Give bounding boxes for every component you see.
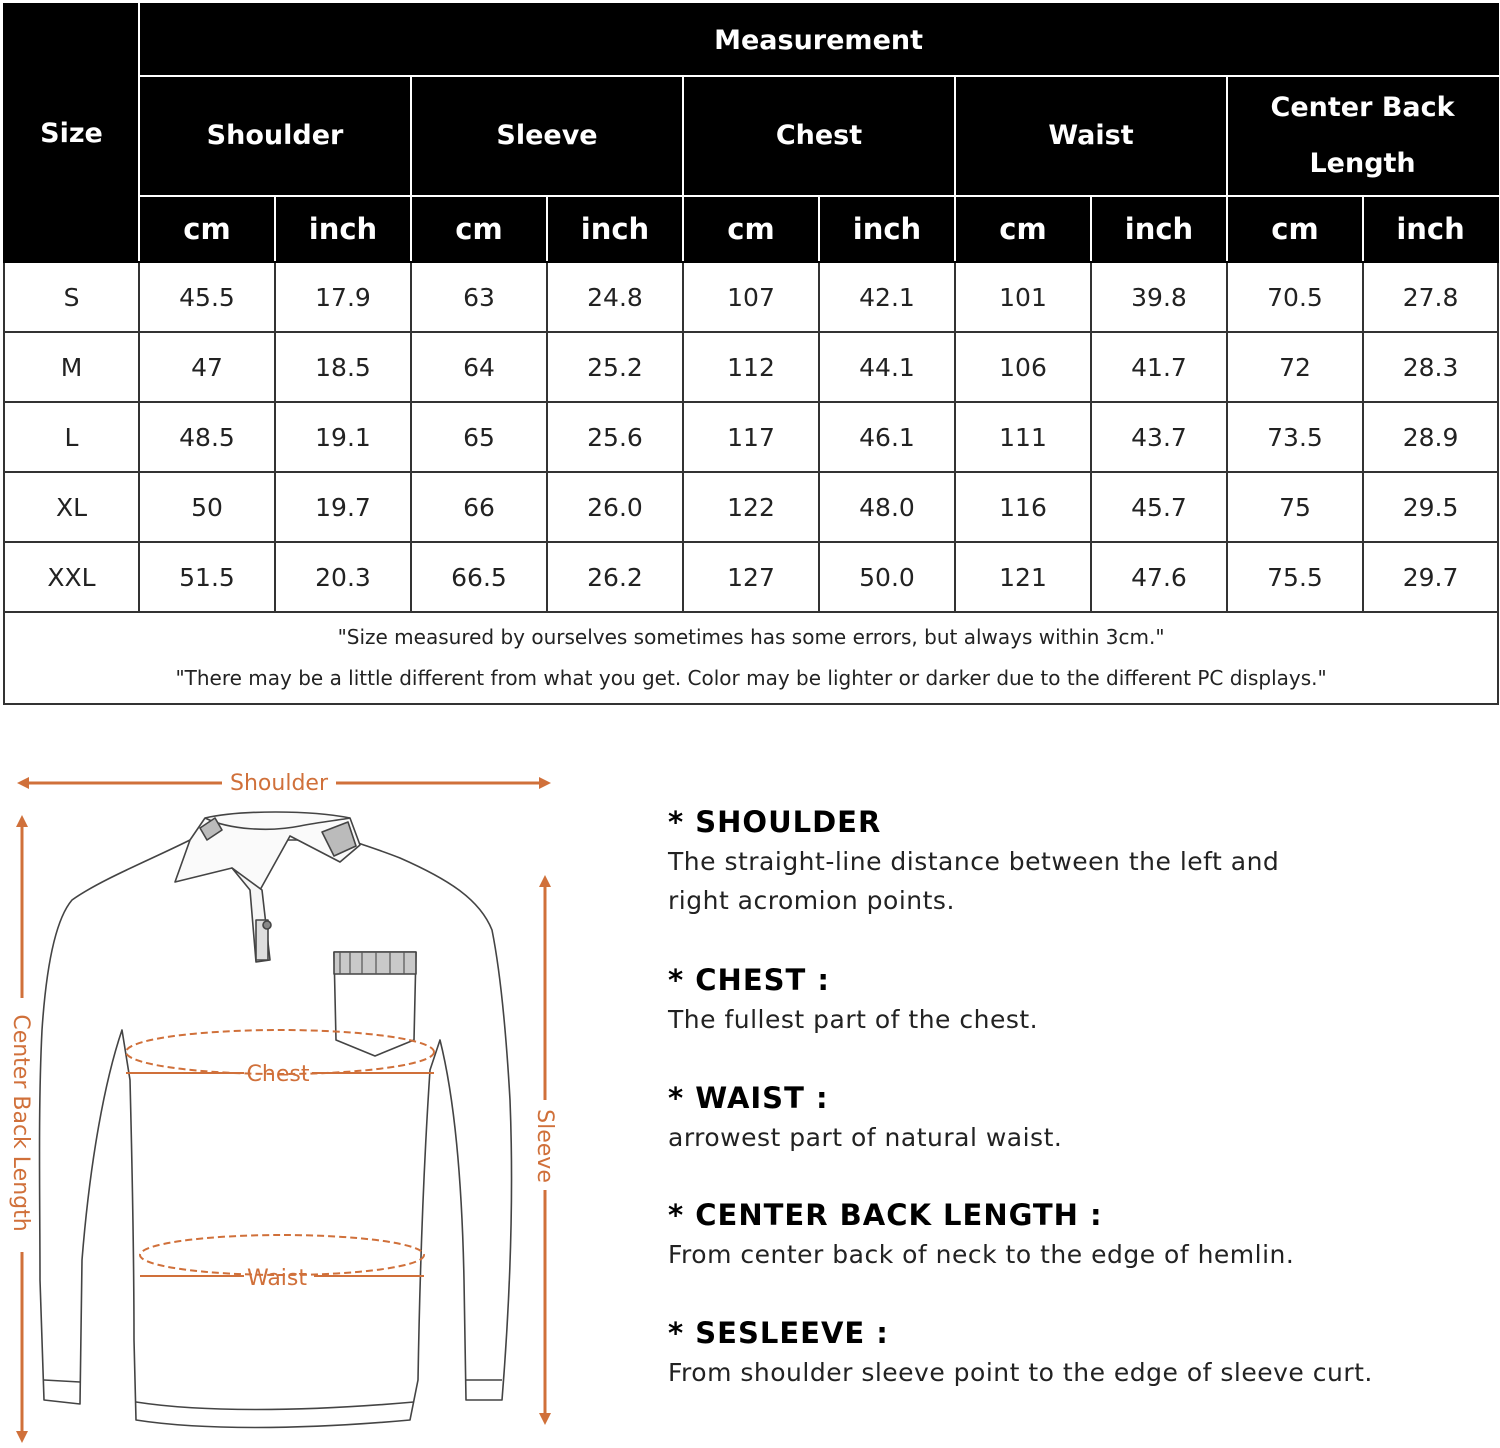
measurement-diagram (0, 740, 620, 1444)
definition-title: * WAIST : (668, 1081, 829, 1115)
unit-cm: cm (683, 196, 819, 262)
measurement-cell: 45.5 (139, 262, 275, 332)
measurement-cell: 64 (411, 332, 547, 402)
measurement-cell: 41.7 (1091, 332, 1227, 402)
measurement-cell: 26.0 (547, 472, 683, 542)
unit-inch: inch (819, 196, 955, 262)
measurement-cell: 101 (955, 262, 1091, 332)
measurement-cell: 111 (955, 402, 1091, 472)
measurement-cell: 65 (411, 402, 547, 472)
polo-shirt-icon (40, 812, 512, 1428)
size-cell: M (4, 332, 139, 402)
unit-inch: inch (275, 196, 411, 262)
definition-shoulder (668, 802, 1468, 920)
measurement-cell: 17.9 (275, 262, 411, 332)
measurement-cell: 121 (955, 542, 1091, 612)
measurement-cell: 19.7 (275, 472, 411, 542)
measurement-cell: 29.5 (1363, 472, 1498, 542)
measurement-cell: 48.5 (139, 402, 275, 472)
unit-inch: inch (1091, 196, 1227, 262)
measurement-cell: 28.9 (1363, 402, 1498, 472)
measurement-cell: 39.8 (1091, 262, 1227, 332)
size-row (4, 542, 1498, 612)
definition-title: * CHEST : (668, 963, 830, 997)
unit-inch: inch (547, 196, 683, 262)
measurement-cell: 70.5 (1227, 262, 1363, 332)
center-back-length-label: Center Back Length (8, 1014, 33, 1232)
polo-shirt-diagram (0, 740, 620, 1444)
definition-title: * SHOULDER (668, 805, 882, 839)
definition-waist (668, 1078, 1468, 1157)
measurement-cell: 122 (683, 472, 819, 542)
size-note (4, 612, 1498, 704)
center-back-length-header (1227, 76, 1498, 196)
measurement-cell: 112 (683, 332, 819, 402)
measurement-cell: 18.5 (275, 332, 411, 402)
definition-text: arrowest part of natural waist. (668, 1123, 1063, 1152)
size-row (4, 332, 1498, 402)
measurement-cell: 44.1 (819, 332, 955, 402)
measurement-cell: 20.3 (275, 542, 411, 612)
size-column-header: Size (4, 4, 139, 262)
size-row (4, 402, 1498, 472)
unit-cm: cm (411, 196, 547, 262)
measurement-cell: 63 (411, 262, 547, 332)
measurement-cell: 24.8 (547, 262, 683, 332)
measurement-cell: 66 (411, 472, 547, 542)
measurement-cell: 29.7 (1363, 542, 1498, 612)
measurement-cell: 46.1 (819, 402, 955, 472)
chest-label: Chest (246, 1062, 310, 1087)
shoulder-header: Shoulder (139, 76, 411, 196)
size-note-line-2: "There may be a little different from what you get. Color may be lighter or darker due to the different PC displays." (175, 666, 1327, 690)
measurement-cell: 50 (139, 472, 275, 542)
definition-title: * CENTER BACK LENGTH : (668, 1198, 1103, 1232)
size-cell: L (4, 402, 139, 472)
measurement-cell: 106 (955, 332, 1091, 402)
unit-cm: cm (139, 196, 275, 262)
measurement-cell: 107 (683, 262, 819, 332)
shoulder-label: Shoulder (230, 771, 328, 796)
unit-cm: cm (1227, 196, 1363, 262)
measurement-cell: 48.0 (819, 472, 955, 542)
unit-cm: cm (955, 196, 1091, 262)
size-row (4, 472, 1498, 542)
measurement-cell: 47 (139, 332, 275, 402)
measurement-cell: 27.8 (1363, 262, 1498, 332)
measurement-cell: 73.5 (1227, 402, 1363, 472)
measurement-cell: 19.1 (275, 402, 411, 472)
measurement-cell: 50.0 (819, 542, 955, 612)
measurement-cell: 75.5 (1227, 542, 1363, 612)
definition-text: The straight-line distance between the left and (668, 847, 1280, 876)
waist-header: Waist (955, 76, 1227, 196)
measurement-cell: 72 (1227, 332, 1363, 402)
measurement-cell: 127 (683, 542, 819, 612)
measurement-header: Measurement (139, 4, 1498, 76)
size-cell: XXL (4, 542, 139, 612)
definition-text: From center back of neck to the edge of hemlin. (668, 1240, 1295, 1269)
measurement-cell: 42.1 (819, 262, 955, 332)
size-chart-table (3, 3, 1499, 705)
unit-inch: inch (1363, 196, 1498, 262)
size-rows (4, 262, 1498, 612)
chest-header: Chest (683, 76, 955, 196)
waist-label: Waist (246, 1266, 308, 1291)
definition-title: * SESLEEVE : (668, 1316, 889, 1350)
measurement-cell: 51.5 (139, 542, 275, 612)
size-row (4, 262, 1498, 332)
size-note-line-1: "Size measured by ourselves sometimes has some errors, but always within 3cm." (337, 625, 1165, 649)
definition-text: The fullest part of the chest. (668, 1005, 1039, 1034)
size-cell: S (4, 262, 139, 332)
measurement-cell: 117 (683, 402, 819, 472)
measurement-cell: 28.3 (1363, 332, 1498, 402)
measurement-cell: 26.2 (547, 542, 683, 612)
measurement-cell: 47.6 (1091, 542, 1227, 612)
center-back-length-header-text: Center Back Length (1270, 92, 1455, 179)
size-cell: XL (4, 472, 139, 542)
measurement-cell: 116 (955, 472, 1091, 542)
definition-center-back-length (668, 1195, 1468, 1274)
measurement-cell: 25.6 (547, 402, 683, 472)
measurement-cell: 25.2 (547, 332, 683, 402)
definition-text: From shoulder sleeve point to the edge of sleeve curt. (668, 1358, 1373, 1387)
definition-sleeve (668, 1313, 1468, 1392)
definition-text: right acromion points. (668, 886, 955, 915)
sleeve-label: Sleeve (532, 1109, 557, 1183)
measurement-cell: 45.7 (1091, 472, 1227, 542)
measurement-cell: 43.7 (1091, 402, 1227, 472)
measurement-cell: 75 (1227, 472, 1363, 542)
definition-chest (668, 960, 1468, 1039)
measurement-cell: 66.5 (411, 542, 547, 612)
sleeve-header: Sleeve (411, 76, 683, 196)
